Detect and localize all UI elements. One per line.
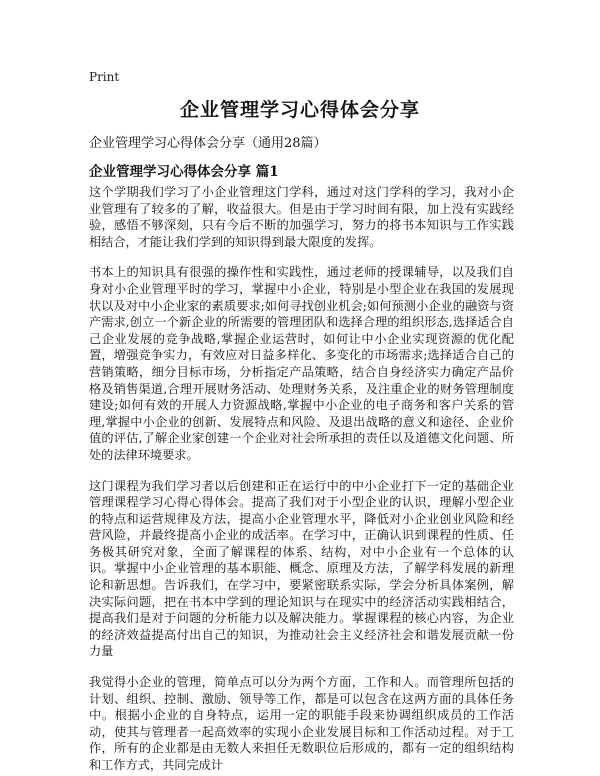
page-title: 企业管理学习心得体会分享	[179, 99, 420, 121]
body-paragraph: 我觉得小企业的管理，简单点可以分为两个方面，工作和人。而管理所包括的计划、组织、控制、激励、领导等工作，都是可以包含在这两方面的具体任务中。根据小企业的自身特点，运用一定的职能手段来协调组织成员的工作活动，使其与管理者一起高效率的实现小企业发展目标和工作活动过程。对于工作，所有的企业都是由无数人来担任无数职位后形成的，都有一定的组织结构和工作方式，共同完成计	[89, 675, 514, 772]
body-paragraph: 书本上的知识具有很强的操作性和实践性，通过老师的授课辅导，以及我们自身对小企业管理平时的学习，掌握中小企业，特别是小型企业在我国的发展现状以及对中小企业家的素质要求;如何寻找创业机会;如何预测小企业的融资与资产需求,创立一个新企业的所需要的管理团队和选择合理的组织形态,选择适合自己企业发展的竞争战略,掌握企业运营时，如何让中小企业实现资源的优化配置，增强竞争实力，有效应对日益多样化、多变化的市场需求;选择适合自己的营销策略，细分目标市场，分析指定产品策略，结合自身经济实力确定产品价格及销售渠道,合理开展财务活动、处理财务关系，及注重企业的财务管理制度建设;如何有效的开展人力资源战略,掌握中小企业的电子商务和客户关系的管理,掌握中小企业的创新、发展特点和风险、及退出战略的意义和途径、企业价值的评估,了解企业家创建一个企业对社会所承担的责任以及道德文化问题、所处的法律环境要求。	[89, 265, 514, 462]
print-link[interactable]: Print	[89, 70, 120, 84]
document-body	[89, 184, 514, 776]
section-heading: 企业管理学习心得体会分享 篇1	[89, 164, 279, 180]
body-paragraph: 这门课程为我们学习者以后创建和正在运行中的中小企业打下一定的基础企业管理课程学习心得心得体会。提高了我们对于小型企业的认识，理解小型企业的特点和运营规律及方法，提高小企业管理水平，降低对小企业创业风险和经营风险，并最终提高小企业的成活率。在学习中，正确认识到课程的性质、任务极其研究对象，全面了解课程的体系、结构，对中小企业有一个总体的认识。掌握中小企业管理的基本职能、概念、原理及方法，了解学科发展的新理论和新思想。告诉我们，在学习中，要紧密联系实际，学会分析具体案例，解决实际问题，把在书本中学到的理论知识与在现实中的经济活动实践相结合，提高我们是对于问题的分析能力以及解决能力。掌握课程的核心内容，为企业的经济效益提高付出自己的知识，为推动社会主义经济社会和谐发展贡献一份力量	[89, 478, 514, 659]
document-subtitle: 企业管理学习心得体会分享（通用28篇）	[89, 136, 327, 151]
body-paragraph: 这个学期我们学习了小企业管理这门学科，通过对这门学科的学习，我对小企业管理有了较多的了解，收益很大。但是由于学习时间有限，加上没有实践经验，感悟不够深刻，只有今后不断的加强学习，努力的将书本知识与工作实践相结合，才能让我们学到的知识得到最大限度的发挥。	[89, 185, 514, 249]
